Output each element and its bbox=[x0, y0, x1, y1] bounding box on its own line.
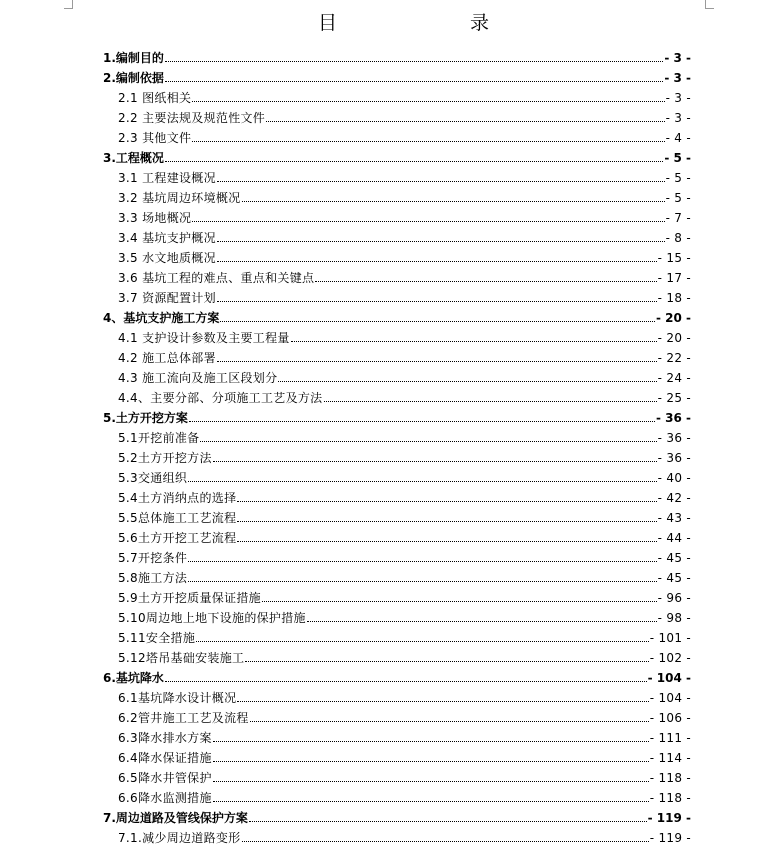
toc-entry-page-number: - 42 - bbox=[657, 491, 691, 505]
toc-dot-leader bbox=[266, 120, 664, 122]
toc-chapter-entry[interactable] bbox=[103, 65, 691, 85]
toc-dot-leader bbox=[165, 80, 663, 82]
toc-dot-leader bbox=[220, 320, 655, 322]
toc-dot-leader bbox=[192, 100, 664, 102]
toc-section-entry[interactable] bbox=[103, 105, 691, 125]
toc-section-entry[interactable] bbox=[103, 365, 691, 385]
toc-entry-page-number: - 102 - bbox=[649, 651, 691, 665]
table-of-contents bbox=[103, 45, 691, 845]
toc-entry-page-number: - 3 - bbox=[665, 91, 691, 105]
toc-section-entry[interactable] bbox=[103, 485, 691, 505]
toc-entry-label: 6.6降水监测措施 bbox=[118, 791, 212, 805]
toc-entry-page-number: - 3 - bbox=[664, 71, 691, 85]
toc-entry-label: 5.1开挖前准备 bbox=[118, 431, 200, 445]
toc-entry-label: 2.3 其他文件 bbox=[118, 131, 192, 145]
toc-entry-label: 3.3 场地概况 bbox=[118, 211, 192, 225]
toc-section-entry[interactable] bbox=[103, 785, 691, 805]
toc-entry-label: 2.编制依据 bbox=[103, 71, 164, 85]
toc-section-entry[interactable] bbox=[103, 325, 691, 345]
toc-entry-label: 6.3降水排水方案 bbox=[118, 731, 212, 745]
toc-dot-leader bbox=[192, 220, 664, 222]
toc-title-right-char: 录 bbox=[470, 12, 490, 34]
toc-dot-leader bbox=[245, 660, 648, 662]
toc-section-entry[interactable] bbox=[103, 465, 691, 485]
toc-section-entry[interactable] bbox=[103, 345, 691, 365]
toc-dot-leader bbox=[192, 140, 664, 142]
toc-section-entry[interactable] bbox=[103, 745, 691, 765]
toc-dot-leader bbox=[217, 260, 657, 262]
toc-dot-leader bbox=[242, 200, 665, 202]
toc-section-entry[interactable] bbox=[103, 585, 691, 605]
toc-entry-page-number: - 25 - bbox=[657, 391, 691, 405]
toc-entry-label: 5.12塔吊基础安装施工 bbox=[118, 651, 245, 665]
toc-dot-leader bbox=[213, 760, 649, 762]
toc-entry-label: 3.工程概况 bbox=[103, 151, 164, 165]
toc-section-entry[interactable] bbox=[103, 645, 691, 665]
toc-dot-leader bbox=[213, 800, 649, 802]
toc-dot-leader bbox=[278, 380, 656, 382]
toc-entry-page-number: - 118 - bbox=[649, 791, 691, 805]
toc-dot-leader bbox=[213, 740, 649, 742]
toc-section-entry[interactable] bbox=[103, 565, 691, 585]
toc-dot-leader bbox=[250, 720, 649, 722]
toc-dot-leader bbox=[242, 840, 649, 842]
page-corner-mark-left bbox=[64, 0, 73, 9]
toc-entry-page-number: - 43 - bbox=[657, 511, 691, 525]
toc-entry-page-number: - 104 - bbox=[649, 691, 691, 705]
toc-entry-page-number: - 5 - bbox=[665, 171, 691, 185]
toc-entry-label: 5.9土方开挖质量保证措施 bbox=[118, 591, 261, 605]
toc-entry-page-number: - 15 - bbox=[657, 251, 691, 265]
toc-entry-label: 5.4土方消纳点的选择 bbox=[118, 491, 237, 505]
toc-dot-leader bbox=[324, 400, 657, 402]
toc-dot-leader bbox=[213, 460, 657, 462]
toc-entry-label: 6.1基坑降水设计概况 bbox=[118, 691, 237, 705]
toc-entry-page-number: - 104 - bbox=[647, 671, 691, 685]
toc-entry-page-number: - 45 - bbox=[657, 551, 691, 565]
toc-entry-label: 3.7 资源配置计划 bbox=[118, 291, 216, 305]
toc-section-entry[interactable] bbox=[103, 285, 691, 305]
toc-entry-label: 6.基坑降水 bbox=[103, 671, 164, 685]
toc-entry-page-number: - 111 - bbox=[649, 731, 691, 745]
toc-section-entry[interactable] bbox=[103, 445, 691, 465]
toc-section-entry[interactable] bbox=[103, 825, 691, 845]
toc-dot-leader bbox=[237, 540, 656, 542]
toc-entry-label: 7.周边道路及管线保护方案 bbox=[103, 811, 248, 825]
toc-entry-label: 5.3交通组织 bbox=[118, 471, 188, 485]
toc-entry-label: 4.3 施工流向及施工区段划分 bbox=[118, 371, 278, 385]
toc-entry-label: 5.7开挖条件 bbox=[118, 551, 188, 565]
toc-section-entry[interactable] bbox=[103, 765, 691, 785]
toc-entry-page-number: - 36 - bbox=[655, 411, 691, 425]
toc-entry-label: 3.4 基坑支护概况 bbox=[118, 231, 216, 245]
toc-dot-leader bbox=[217, 360, 657, 362]
toc-entry-label: 5.6土方开挖工艺流程 bbox=[118, 531, 237, 545]
toc-entry-page-number: - 4 - bbox=[665, 131, 691, 145]
toc-entry-label: 6.4降水保证措施 bbox=[118, 751, 212, 765]
toc-chapter-entry[interactable] bbox=[103, 405, 691, 425]
toc-entry-page-number: - 5 - bbox=[664, 151, 691, 165]
toc-entry-page-number: - 3 - bbox=[664, 51, 691, 65]
toc-chapter-entry[interactable] bbox=[103, 305, 691, 325]
toc-entry-label: 3.6 基坑工程的难点、重点和关键点 bbox=[118, 271, 315, 285]
toc-dot-leader bbox=[217, 300, 657, 302]
toc-entry-page-number: - 98 - bbox=[657, 611, 691, 625]
toc-chapter-entry[interactable] bbox=[103, 805, 691, 825]
toc-entry-label: 6.5降水井管保护 bbox=[118, 771, 212, 785]
toc-entry-page-number: - 118 - bbox=[649, 771, 691, 785]
toc-entry-page-number: - 36 - bbox=[657, 451, 691, 465]
toc-entry-page-number: - 119 - bbox=[649, 831, 691, 845]
toc-entry-page-number: - 18 - bbox=[657, 291, 691, 305]
toc-entry-page-number: - 5 - bbox=[665, 191, 691, 205]
toc-section-entry[interactable] bbox=[103, 185, 691, 205]
toc-entry-page-number: - 36 - bbox=[657, 431, 691, 445]
toc-entry-label: 5.11安全措施 bbox=[118, 631, 196, 645]
toc-dot-leader bbox=[315, 280, 656, 282]
toc-section-entry[interactable] bbox=[103, 165, 691, 185]
toc-dot-leader bbox=[237, 500, 656, 502]
toc-entry-page-number: - 24 - bbox=[657, 371, 691, 385]
toc-entry-page-number: - 20 - bbox=[657, 331, 691, 345]
toc-entry-label: 4.4、主要分部、分项施工工艺及方法 bbox=[118, 391, 323, 405]
toc-section-entry[interactable] bbox=[103, 625, 691, 645]
toc-dot-leader bbox=[249, 820, 647, 822]
toc-entry-page-number: - 40 - bbox=[657, 471, 691, 485]
toc-dot-leader bbox=[307, 620, 657, 622]
toc-chapter-entry[interactable] bbox=[103, 665, 691, 685]
toc-dot-leader bbox=[165, 60, 663, 62]
toc-section-entry[interactable] bbox=[103, 205, 691, 225]
toc-section-entry[interactable] bbox=[103, 685, 691, 705]
toc-dot-leader bbox=[189, 420, 655, 422]
toc-dot-leader bbox=[213, 780, 649, 782]
toc-entry-page-number: - 7 - bbox=[665, 211, 691, 225]
toc-chapter-entry[interactable] bbox=[103, 145, 691, 165]
toc-entry-label: 6.2管井施工工艺及流程 bbox=[118, 711, 249, 725]
toc-dot-leader bbox=[165, 160, 663, 162]
toc-dot-leader bbox=[196, 640, 649, 642]
toc-entry-label: 5.土方开挖方案 bbox=[103, 411, 188, 425]
toc-entry-page-number: - 119 - bbox=[647, 811, 691, 825]
toc-entry-page-number: - 8 - bbox=[665, 231, 691, 245]
toc-dot-leader bbox=[188, 580, 656, 582]
toc-entry-label: 4、基坑支护施工方案 bbox=[103, 311, 220, 325]
toc-dot-leader bbox=[237, 520, 656, 522]
toc-entry-page-number: - 20 - bbox=[655, 311, 691, 325]
toc-entry-label: 5.10周边地上地下设施的保护措施 bbox=[118, 611, 306, 625]
toc-section-entry[interactable] bbox=[103, 125, 691, 145]
toc-entry-page-number: - 3 - bbox=[665, 111, 691, 125]
toc-dot-leader bbox=[217, 180, 665, 182]
toc-dot-leader bbox=[237, 700, 648, 702]
toc-entry-page-number: - 101 - bbox=[649, 631, 691, 645]
toc-dot-leader bbox=[188, 560, 656, 562]
toc-dot-leader bbox=[188, 480, 656, 482]
toc-dot-leader bbox=[262, 600, 657, 602]
page-corner-mark-right bbox=[705, 0, 714, 9]
toc-entry-label: 4.1 支护设计参数及主要工程量 bbox=[118, 331, 290, 345]
toc-section-entry[interactable] bbox=[103, 505, 691, 525]
toc-section-entry[interactable] bbox=[103, 225, 691, 245]
toc-title-left-char: 目 bbox=[318, 12, 338, 34]
toc-dot-leader bbox=[165, 680, 647, 682]
toc-entry-page-number: - 114 - bbox=[649, 751, 691, 765]
toc-entry-label: 7.1.减少周边道路变形 bbox=[118, 831, 241, 845]
toc-entry-label: 5.8施工方法 bbox=[118, 571, 188, 585]
toc-entry-label: 1.编制目的 bbox=[103, 51, 164, 65]
toc-section-entry[interactable] bbox=[103, 265, 691, 285]
toc-dot-leader bbox=[200, 440, 656, 442]
toc-entry-label: 2.1 图纸相关 bbox=[118, 91, 192, 105]
toc-entry-label: 4.2 施工总体部署 bbox=[118, 351, 216, 365]
toc-entry-page-number: - 22 - bbox=[657, 351, 691, 365]
toc-entry-label: 2.2 主要法规及规范性文件 bbox=[118, 111, 266, 125]
toc-section-entry[interactable] bbox=[103, 705, 691, 725]
toc-section-entry[interactable] bbox=[103, 425, 691, 445]
toc-section-entry[interactable] bbox=[103, 85, 691, 105]
toc-entry-label: 5.2土方开挖方法 bbox=[118, 451, 212, 465]
toc-dot-leader bbox=[217, 240, 665, 242]
toc-section-entry[interactable] bbox=[103, 385, 691, 405]
toc-dot-leader bbox=[291, 340, 657, 342]
toc-entry-label: 5.5总体施工工艺流程 bbox=[118, 511, 237, 525]
toc-section-entry[interactable] bbox=[103, 545, 691, 565]
toc-entry-page-number: - 106 - bbox=[649, 711, 691, 725]
toc-entry-page-number: - 44 - bbox=[657, 531, 691, 545]
toc-section-entry[interactable] bbox=[103, 525, 691, 545]
toc-entry-page-number: - 17 - bbox=[657, 271, 691, 285]
toc-section-entry[interactable] bbox=[103, 605, 691, 625]
toc-entry-label: 3.5 水文地质概况 bbox=[118, 251, 216, 265]
toc-entry-label: 3.2 基坑周边环境概况 bbox=[118, 191, 241, 205]
toc-section-entry[interactable] bbox=[103, 245, 691, 265]
toc-entry-label: 3.1 工程建设概况 bbox=[118, 171, 216, 185]
toc-section-entry[interactable] bbox=[103, 725, 691, 745]
toc-entry-page-number: - 45 - bbox=[657, 571, 691, 585]
toc-chapter-entry[interactable] bbox=[103, 45, 691, 65]
toc-entry-page-number: - 96 - bbox=[657, 591, 691, 605]
